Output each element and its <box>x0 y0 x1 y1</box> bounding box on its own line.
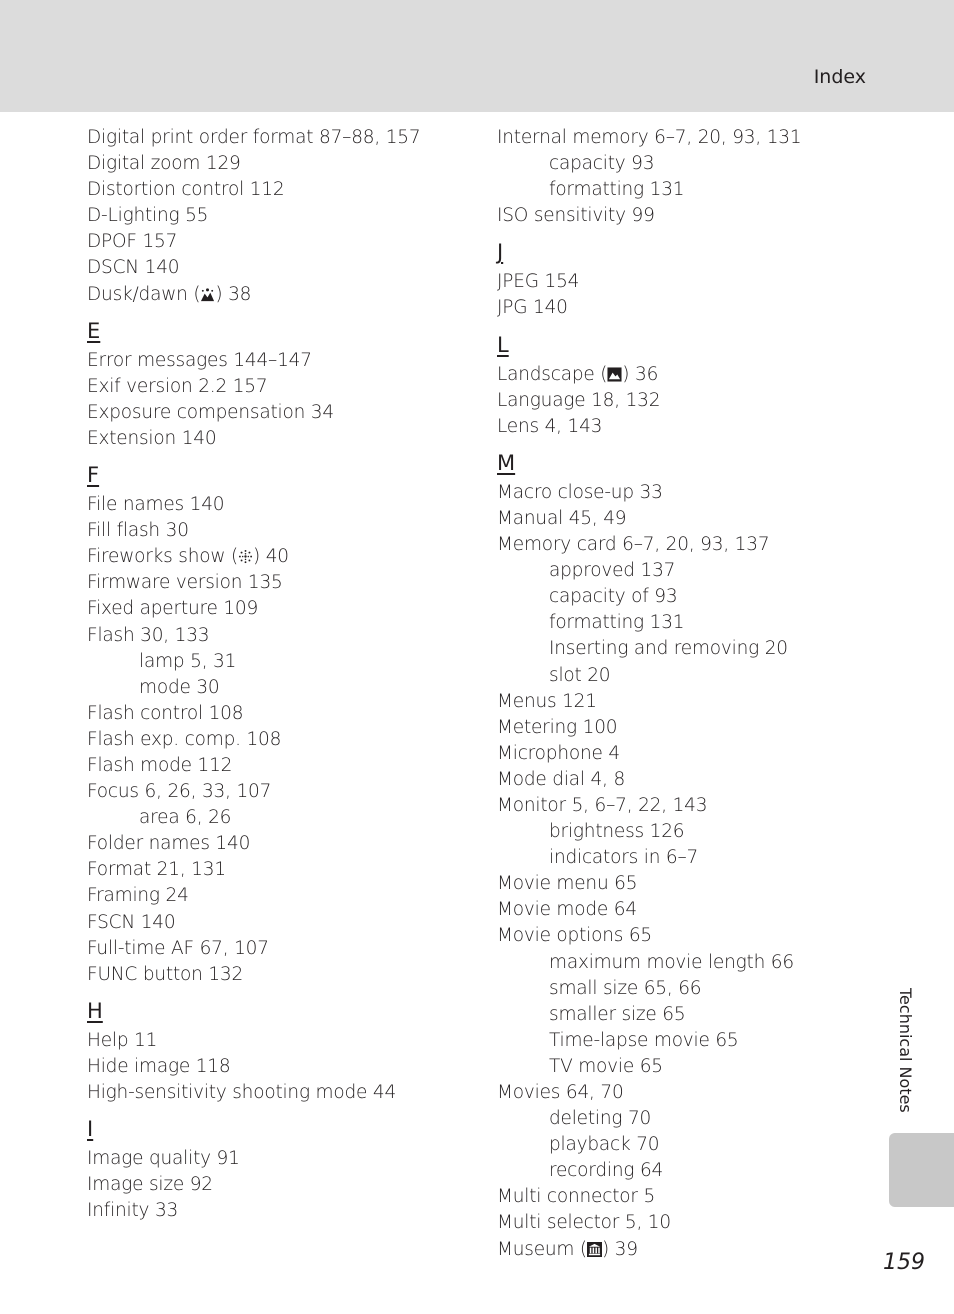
index-entry: Digital zoom 129 <box>87 153 241 175</box>
page-number: 159 <box>883 1250 925 1275</box>
index-subentry: formatting 131 <box>549 612 685 634</box>
index-entry: Movie mode 64 <box>497 899 637 921</box>
index-section-heading: E <box>87 318 101 343</box>
index-entry-text: Landscape ( <box>497 363 608 385</box>
index-entry: Movie options 65 <box>497 925 652 947</box>
index-entry: Hide image 118 <box>87 1055 231 1077</box>
index-entry-text: Museum ( <box>497 1238 587 1260</box>
index-entry: Microphone 4 <box>497 742 620 764</box>
landscape-icon <box>607 364 622 385</box>
index-entry: Extension 140 <box>87 427 217 449</box>
index-entry: Exposure compensation 34 <box>87 401 334 423</box>
index-subentry: Inserting and removing 20 <box>549 638 788 660</box>
index-subentry: lamp 5, 31 <box>139 650 237 672</box>
index-subentry: formatting 131 <box>549 179 685 201</box>
section-tab-label: Technical Notes <box>896 988 915 1113</box>
index-entry <box>87 544 487 570</box>
index-entry <box>497 362 897 388</box>
index-entry-text: Dusk/dawn ( <box>87 283 201 305</box>
index-entry: Language 18, 132 <box>497 389 661 411</box>
index-entry: Macro close-up 33 <box>497 481 663 503</box>
section-tab[interactable] <box>889 1133 954 1207</box>
index-column-left <box>87 125 487 1224</box>
index-entry: Full-time AF 67, 107 <box>87 937 269 959</box>
index-entry: Multi selector 5, 10 <box>497 1212 671 1234</box>
index-subentry: slot 20 <box>549 664 611 686</box>
index-entry: File names 140 <box>87 494 225 516</box>
index-entry: Distortion control 112 <box>87 179 285 201</box>
index-entry: Focus 6, 26, 33, 107 <box>87 781 272 803</box>
index-entry: Multi connector 5 <box>497 1186 656 1208</box>
index-subentry: small size 65, 66 <box>549 977 702 999</box>
index-subentry: indicators in 6–7 <box>549 847 699 869</box>
index-entry: JPEG 154 <box>497 271 580 293</box>
header-band <box>0 0 954 112</box>
index-subentry: capacity of 93 <box>549 586 678 608</box>
index-section-heading: M <box>497 450 516 475</box>
index-entry: Exif version 2.2 157 <box>87 375 268 397</box>
index-subentry: brightness 126 <box>549 821 685 843</box>
index-entry: Fill flash 30 <box>87 520 189 542</box>
index-subentry: mode 30 <box>139 676 220 698</box>
index-entry: ISO sensitivity 99 <box>497 205 655 227</box>
dusk-dawn-icon <box>200 284 215 305</box>
index-entry: Infinity 33 <box>87 1200 179 1222</box>
museum-icon <box>587 1239 602 1260</box>
index-subentry: recording 64 <box>549 1160 664 1182</box>
index-entry: Framing 24 <box>87 885 189 907</box>
index-entry: Flash control 108 <box>87 702 244 724</box>
index-subentry: TV movie 65 <box>549 1055 663 1077</box>
index-entry: DPOF 157 <box>87 231 178 253</box>
index-entry: Menus 121 <box>497 690 597 712</box>
index-entry: JPG 140 <box>497 297 568 319</box>
index-entry: Image size 92 <box>87 1174 213 1196</box>
index-entry: Movies 64, 70 <box>497 1082 624 1103</box>
index-entry: D-Lighting 55 <box>87 205 209 227</box>
index-entry: Flash exp. comp. 108 <box>87 728 282 750</box>
index-entry: High-sensitivity shooting mode 44 <box>87 1082 397 1103</box>
index-entry: Memory card 6–7, 20, 93, 137 <box>497 534 770 556</box>
index-subentry: capacity 93 <box>549 153 655 175</box>
index-entry: Fixed aperture 109 <box>87 598 259 620</box>
index-entry: Digital print order format 87–88, 157 <box>87 127 421 148</box>
index-column-right <box>497 125 897 1263</box>
index-section-heading: F <box>87 463 100 488</box>
index-entry: Image quality 91 <box>87 1148 240 1170</box>
fireworks-icon <box>238 546 253 567</box>
index-entry: Mode dial 4, 8 <box>497 768 626 790</box>
index-entry <box>87 282 487 308</box>
index-entry: Help 11 <box>87 1029 158 1051</box>
index-entry: Movie menu 65 <box>497 873 638 895</box>
index-subentry: area 6, 26 <box>139 807 232 829</box>
index-subentry: Time-lapse movie 65 <box>549 1029 739 1051</box>
index-subentry: smaller size 65 <box>549 1003 686 1025</box>
index-section-heading: J <box>497 240 504 265</box>
index-section-heading: I <box>87 1117 94 1142</box>
index-subentry: maximum movie length 66 <box>549 951 794 973</box>
index-section-heading: L <box>497 332 509 357</box>
index-entry: Manual 45, 49 <box>497 507 627 529</box>
index-entry-pages: ) 39 <box>601 1238 638 1260</box>
page-title: Index <box>813 66 866 88</box>
index-entry: Internal memory 6–7, 20, 93, 131 <box>497 127 802 148</box>
index-subentry: approved 137 <box>549 560 676 582</box>
index-entry: Metering 100 <box>497 716 618 738</box>
index-entry: FSCN 140 <box>87 911 176 933</box>
index-entry: Lens 4, 143 <box>497 415 603 437</box>
index-entry: Monitor 5, 6–7, 22, 143 <box>497 794 708 816</box>
index-section-heading: H <box>87 998 103 1023</box>
index-entry-pages: ) 36 <box>622 363 659 385</box>
index-entry: Error messages 144–147 <box>87 349 312 371</box>
index-entry-pages: ) 38 <box>215 283 252 305</box>
index-entry: Folder names 140 <box>87 833 251 855</box>
index-entry-text: Fireworks show ( <box>87 546 239 568</box>
index-entry: FUNC button 132 <box>87 963 244 985</box>
index-entry: Format 21, 131 <box>87 859 226 881</box>
index-entry: DSCN 140 <box>87 257 180 279</box>
index-entry-pages: ) 40 <box>253 546 289 568</box>
index-subentry: deleting 70 <box>549 1108 652 1130</box>
index-entry: Flash mode 112 <box>87 754 233 776</box>
index-entry <box>497 1237 897 1263</box>
index-subentry: playback 70 <box>549 1134 660 1156</box>
index-entry: Flash 30, 133 <box>87 624 210 646</box>
index-entry: Firmware version 135 <box>87 572 283 594</box>
